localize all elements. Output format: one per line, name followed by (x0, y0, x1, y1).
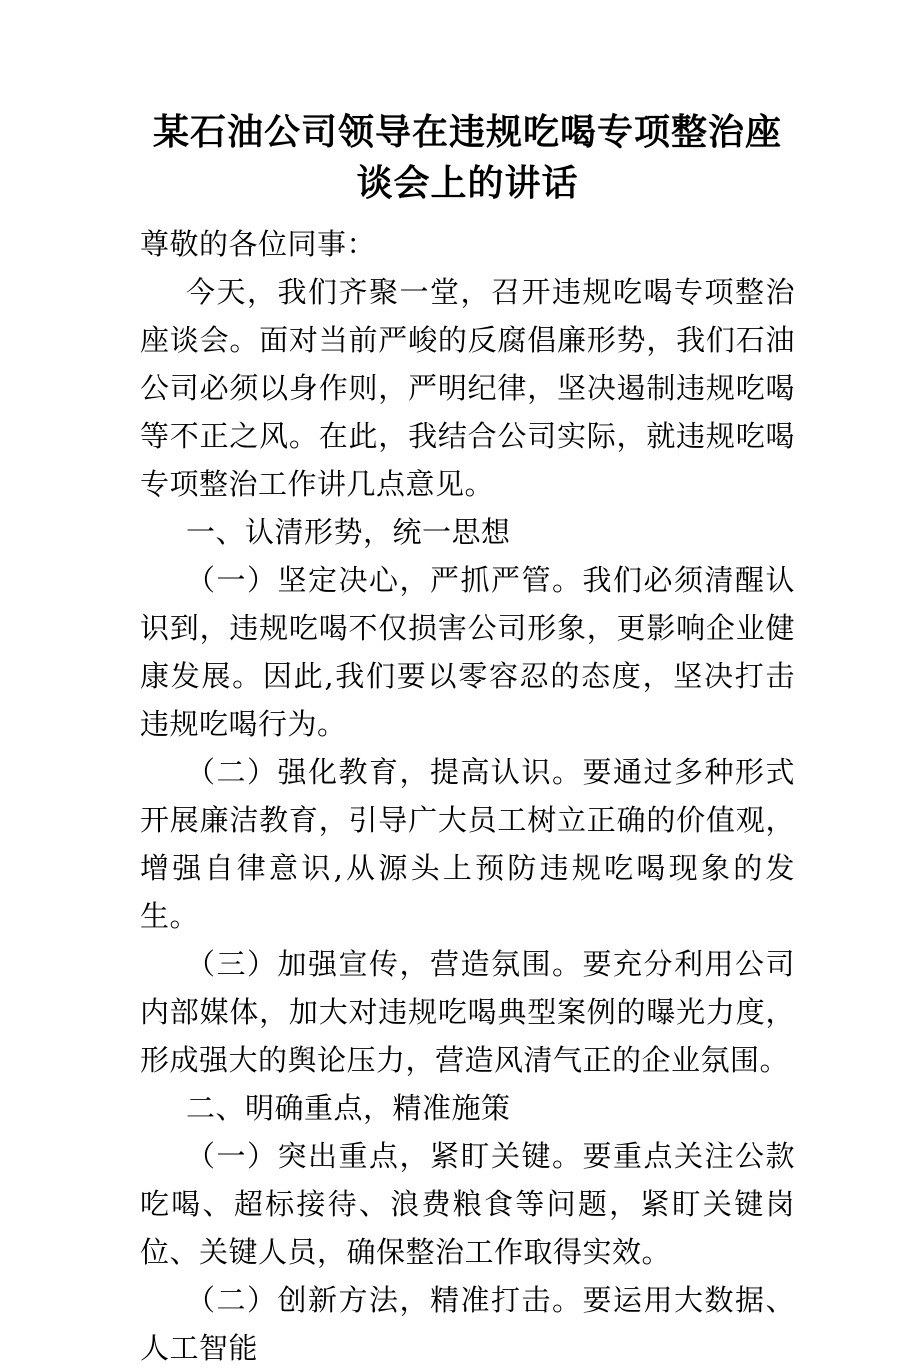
body-paragraph: （一）坚定决心，严抓严管。我们必须清醒认识到，违规吃喝不仅损害公司形象，更影响企业健康发展。因此,我们要以零容忍的态度，坚决打击违规吃喝行为。 (140, 563, 795, 741)
paragraph-list (140, 268, 795, 1372)
section-heading: 一、认清形势，统一思想 (186, 515, 511, 549)
body-paragraph: （二）创新方法，精准打击。要运用大数据、人工智能 (140, 1283, 795, 1365)
section-heading: 二、明确重点，精准施策 (186, 1091, 511, 1125)
body-paragraph: （一）突出重点，紧盯关键。要重点关注公款吃喝、超标接待、浪费粮食等问题，紧盯关键岗位、关键人员，确保整治工作取得实效。 (140, 1139, 795, 1269)
body-paragraph: （三）加强宣传，营造氛围。要充分利用公司内部媒体，加大对违规吃喝典型案例的曝光力度，形成强大的舆论压力，营造风清气正的企业氛围。 (140, 947, 795, 1077)
salutation: 尊敬的各位同事： (140, 227, 377, 261)
body-paragraph: （二）强化教育，提高认识。要通过多种形式开展廉洁教育，引导广大员工树立正确的价值观，增强自律意识,从源头上预防违规吃喝现象的发生。 (140, 755, 795, 933)
document-title (140, 106, 795, 208)
title-line-2: 谈会上的讲话 (356, 162, 579, 203)
body-paragraph: 今天，我们齐聚一堂，召开违规吃喝专项整治座谈会。面对当前严峻的反腐倡廉形势，我们石油公司必须以身作则，严明纪律，坚决遏制违规吃喝等不正之风。在此，我结合公司实际，就违规吃喝专项整治工作讲几点意见。 (140, 275, 795, 501)
document-body (140, 220, 795, 1372)
title-line-1: 某石油公司领导在违规吃喝专项整治座 (152, 111, 782, 152)
